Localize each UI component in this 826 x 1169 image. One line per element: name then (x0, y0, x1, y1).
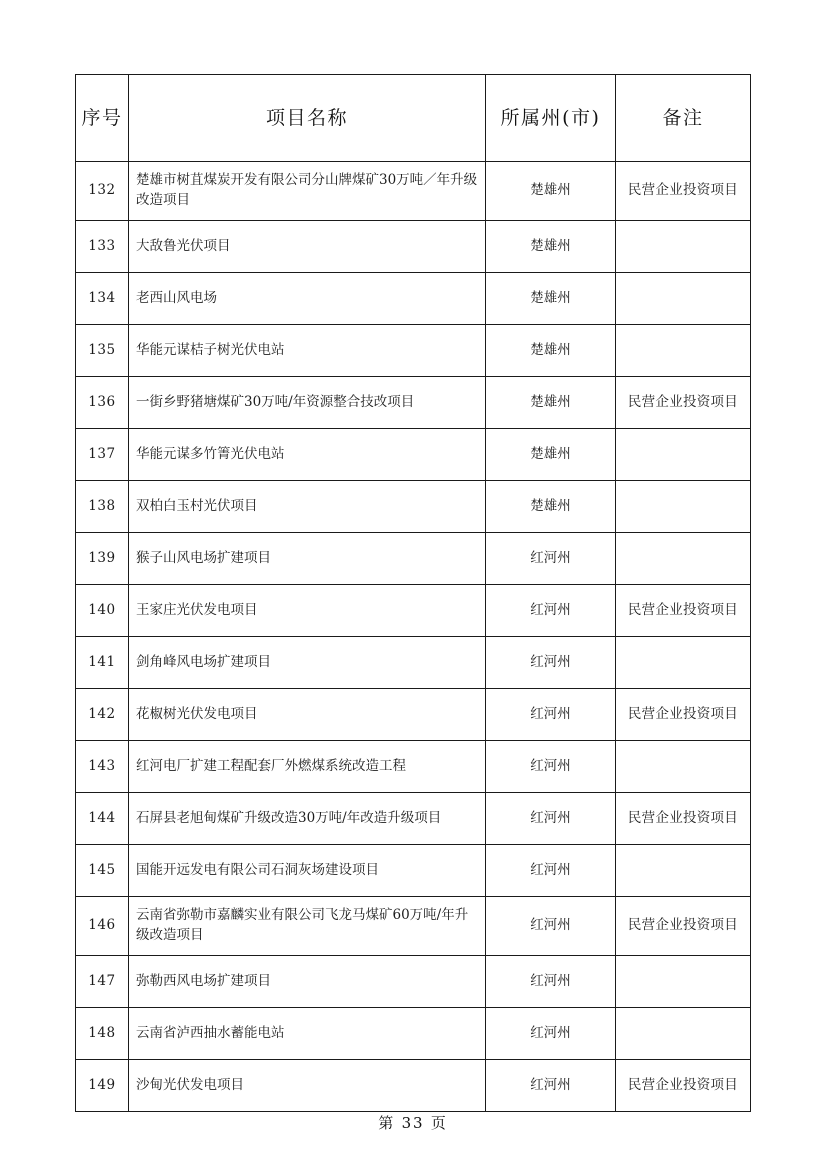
cell-seq: 139 (76, 533, 129, 585)
table-row (76, 273, 751, 325)
cell-project-name (129, 897, 486, 956)
cell-project-name-text: 花椒树光伏发电项目 (136, 705, 258, 722)
cell-project-name (129, 741, 486, 793)
table-row (76, 585, 751, 637)
cell-project-name-text: 华能元谋桔子树光伏电站 (136, 341, 285, 358)
cell-remark (616, 741, 751, 793)
table-row (76, 637, 751, 689)
cell-project-name-text: 老西山风电场 (136, 289, 217, 306)
cell-remark (616, 845, 751, 897)
cell-project-name (129, 1008, 486, 1060)
cell-project-name (129, 377, 486, 429)
cell-region: 红河州 (486, 845, 616, 897)
cell-seq: 135 (76, 325, 129, 377)
cell-seq: 149 (76, 1060, 129, 1112)
cell-project-name (129, 533, 486, 585)
cell-project-name (129, 481, 486, 533)
cell-seq: 146 (76, 897, 129, 956)
cell-region: 红河州 (486, 585, 616, 637)
cell-seq: 136 (76, 377, 129, 429)
cell-project-name-text: 沙甸光伏发电项目 (136, 1076, 244, 1093)
cell-seq: 144 (76, 793, 129, 845)
cell-seq: 145 (76, 845, 129, 897)
cell-seq: 148 (76, 1008, 129, 1060)
column-header-region-label: 所属州(市) (500, 106, 601, 129)
cell-seq: 140 (76, 585, 129, 637)
table-row (76, 162, 751, 221)
cell-project-name-text: 国能开远发电有限公司石洞灰场建设项目 (136, 861, 379, 878)
cell-remark (616, 637, 751, 689)
cell-project-name (129, 325, 486, 377)
cell-seq: 147 (76, 956, 129, 1008)
column-header-seq-label: 序号 (81, 106, 123, 129)
cell-project-name-text: 剑角峰风电场扩建项目 (136, 653, 271, 670)
table-row (76, 956, 751, 1008)
cell-seq: 138 (76, 481, 129, 533)
cell-project-name-text: 双柏白玉村光伏项目 (136, 497, 258, 514)
cell-region: 红河州 (486, 637, 616, 689)
cell-region: 楚雄州 (486, 273, 616, 325)
cell-project-name (129, 273, 486, 325)
table-row (76, 689, 751, 741)
column-header-seq (76, 75, 129, 162)
cell-project-name (129, 845, 486, 897)
cell-region: 红河州 (486, 897, 616, 956)
cell-project-name (129, 956, 486, 1008)
cell-seq: 137 (76, 429, 129, 481)
cell-region: 红河州 (486, 689, 616, 741)
cell-project-name (129, 162, 486, 221)
table-header (76, 75, 751, 162)
cell-region: 楚雄州 (486, 221, 616, 273)
cell-project-name-text: 猴子山风电场扩建项目 (136, 549, 271, 566)
cell-project-name (129, 221, 486, 273)
column-header-remark (616, 75, 751, 162)
cell-remark (616, 273, 751, 325)
column-header-remark-label: 备注 (662, 106, 704, 129)
cell-project-name-text: 云南省弥勒市嘉麟实业有限公司飞龙马煤矿60万吨/年升级改造项目 (136, 907, 469, 943)
cell-project-name-text: 楚雄市树苴煤炭开发有限公司分山牌煤矿30万吨／年升级改造项目 (136, 172, 478, 208)
cell-region: 红河州 (486, 793, 616, 845)
cell-remark (616, 956, 751, 1008)
cell-region: 楚雄州 (486, 481, 616, 533)
table-row (76, 793, 751, 845)
table-row (76, 897, 751, 956)
cell-seq: 133 (76, 221, 129, 273)
project-list-table (75, 74, 751, 1112)
cell-region: 红河州 (486, 1008, 616, 1060)
cell-remark (616, 481, 751, 533)
cell-remark (616, 325, 751, 377)
cell-region: 楚雄州 (486, 162, 616, 221)
cell-remark (616, 533, 751, 585)
cell-region: 红河州 (486, 1060, 616, 1112)
cell-region: 红河州 (486, 741, 616, 793)
column-header-project-name (129, 75, 486, 162)
column-header-region (486, 75, 616, 162)
cell-region: 红河州 (486, 533, 616, 585)
page-number-footer (0, 1112, 826, 1133)
table-row (76, 325, 751, 377)
cell-region: 红河州 (486, 956, 616, 1008)
column-header-project-name-label: 项目名称 (265, 106, 349, 129)
cell-project-name-text: 一街乡野猪塘煤矿30万吨/年资源整合技改项目 (136, 393, 415, 410)
cell-seq: 143 (76, 741, 129, 793)
cell-project-name (129, 585, 486, 637)
cell-remark: 民营企业投资项目 (616, 162, 751, 221)
cell-remark: 民营企业投资项目 (616, 689, 751, 741)
table-row (76, 377, 751, 429)
cell-seq: 142 (76, 689, 129, 741)
cell-project-name (129, 793, 486, 845)
cell-region: 楚雄州 (486, 429, 616, 481)
table-body (76, 162, 751, 1112)
cell-remark (616, 221, 751, 273)
cell-remark (616, 1008, 751, 1060)
cell-seq: 141 (76, 637, 129, 689)
table-row (76, 533, 751, 585)
table-row (76, 1060, 751, 1112)
cell-remark: 民营企业投资项目 (616, 377, 751, 429)
cell-project-name (129, 689, 486, 741)
cell-seq: 132 (76, 162, 129, 221)
cell-project-name (129, 1060, 486, 1112)
cell-remark: 民营企业投资项目 (616, 585, 751, 637)
cell-project-name-text: 石屏县老旭甸煤矿升级改造30万吨/年改造升级项目 (136, 809, 442, 826)
table-row (76, 845, 751, 897)
cell-project-name-text: 红河电厂扩建工程配套厂外燃煤系统改造工程 (136, 757, 406, 774)
table-header-row (76, 75, 751, 162)
table-row (76, 1008, 751, 1060)
cell-project-name (129, 637, 486, 689)
cell-remark: 民营企业投资项目 (616, 1060, 751, 1112)
cell-remark (616, 429, 751, 481)
table-row (76, 221, 751, 273)
cell-project-name-text: 大敌鲁光伏项目 (136, 237, 231, 254)
cell-region: 楚雄州 (486, 377, 616, 429)
page-number-text: 第 33 页 (378, 1114, 448, 1132)
cell-project-name-text: 王家庄光伏发电项目 (136, 601, 258, 618)
cell-region: 楚雄州 (486, 325, 616, 377)
cell-remark: 民营企业投资项目 (616, 897, 751, 956)
cell-remark: 民营企业投资项目 (616, 793, 751, 845)
cell-project-name (129, 429, 486, 481)
cell-project-name-text: 云南省泸西抽水蓄能电站 (136, 1024, 285, 1041)
cell-project-name-text: 华能元谋多竹箐光伏电站 (136, 445, 285, 462)
table-row (76, 481, 751, 533)
cell-seq: 134 (76, 273, 129, 325)
table-row (76, 429, 751, 481)
table-row (76, 741, 751, 793)
cell-project-name-text: 弥勒西风电场扩建项目 (136, 972, 271, 989)
